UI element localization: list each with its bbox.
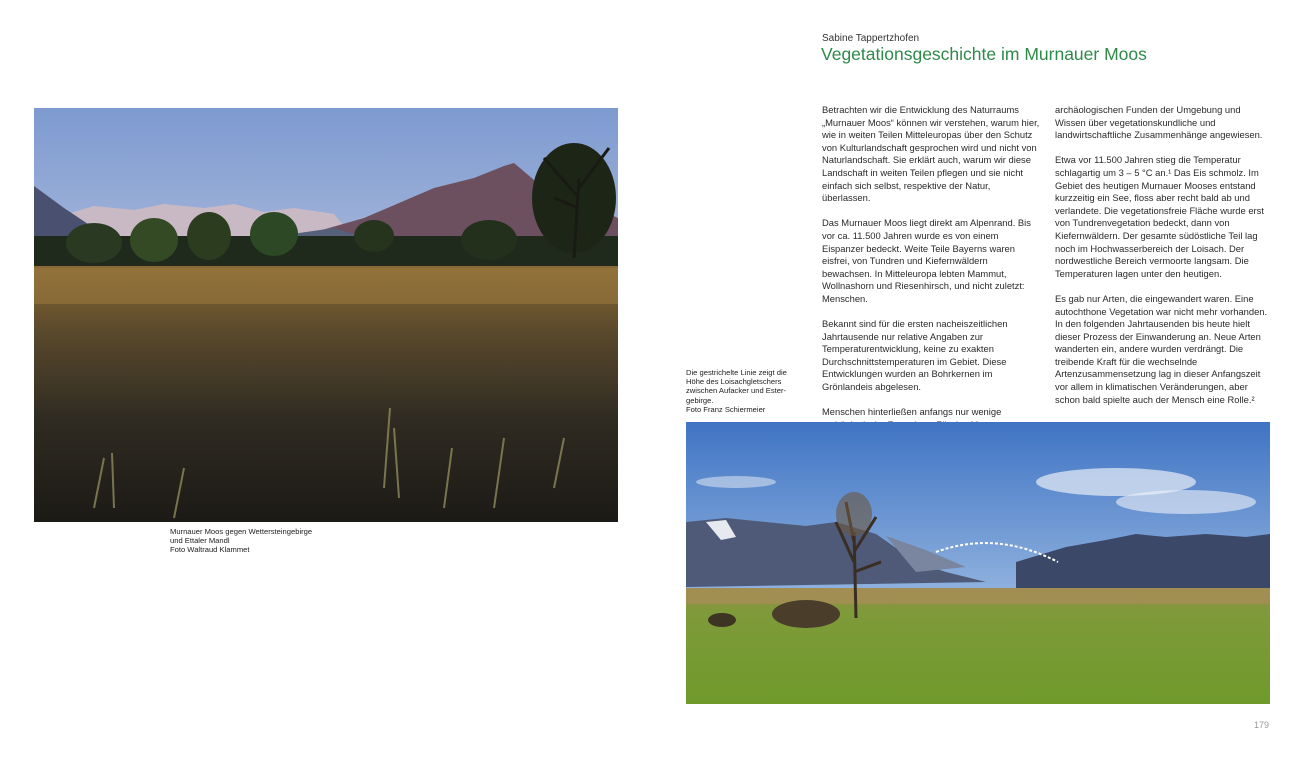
caption-line: zwischen Aufacker und Ester- [686, 386, 787, 396]
article-title: Vegetationsgeschichte im Murnauer Moos [821, 44, 1147, 64]
caption-line: und Ettaler Mandl [170, 536, 230, 546]
paragraph: archäologischen Funden der Umgebung und Wissen über vegetationskundliche und landwirtschaftliche Zusammenhänge angewiesen. [1055, 104, 1263, 141]
caption-line: Foto Waltraud Klammet [170, 545, 250, 555]
caption-right-photo [686, 368, 787, 414]
caption-line: Die gestrichelte Linie zeigt die [686, 368, 787, 377]
photo-loisachgletscher-panorama [686, 422, 1270, 704]
caption-line: gebirge. [686, 395, 714, 405]
paragraph: Etwa vor 11.500 Jahren stieg die Temperatur schlagartig um 3 – 5 °C an.¹ Das Eis schmolz. Im Gebiet des heutigen Murnauer Mooses entstand kurzzeitig ein See, floss aber recht bald ab und verlandete. Die vegetationsfreie Fläche wurde erst von Tundrenvegetation bedeckt, dann von Kiefernwäldern. Der gesamte südöstliche Teil lag noch im Hochwasserbereich der Loisach. Der nordwestliche Bereich vermoorte langsam. Die Temperaturen lagen unter den heutigen. [1055, 154, 1264, 279]
caption-line: Höhe des Loisachgletschers [686, 377, 782, 387]
paragraph: Betrachten wir die Entwicklung des Naturraums „Murnauer Moos“ können wir verstehen, warum hier, wie in weiten Teilen Mitteleuropas über den Schutz von Kulturlandschaft gesprochen wird und nicht von Naturlandschaft. Sie erklärt auch, warum wir diese Landschaft in weiten Teilen pflegen und sie nicht einfach sich selbst, respektive der Natur, überlassen. [822, 104, 1040, 204]
text-column-2 [1055, 104, 1273, 419]
paragraph: Menschen hinterließen anfangs nur wenige [822, 406, 1002, 418]
caption-left-photo [170, 527, 312, 555]
caption-line: Murnauer Moos gegen Wettersteingebirge [170, 527, 313, 536]
article-author: Sabine Tappertzhofen [822, 33, 920, 44]
page-number: 179 [1254, 720, 1270, 730]
photo-murnauer-moos-wetterstein [34, 108, 618, 522]
caption-line: Foto Franz Schiermeier [686, 404, 766, 414]
text-column-1 [822, 104, 1040, 469]
paragraph: Es gab nur Arten, die eingewandert waren. Eine autochthone Vegetation war nicht mehr vorhanden. In den folgenden Jahrtausenden bis heute hielt dieser Prozess der Einwanderung an. Neue Arten wanderten ein, andere wurden verdrängt. Die treibende Kraft für die wechselnde Artenzusammensetzung lag in dieser Anfangszeit vor allem in klimatischen Veränderungen, aber schon bald spielte auch der Mensch eine Rolle.² [1055, 292, 1268, 405]
paragraph: Das Murnauer Moos liegt direkt am Alpenrand. Bis vor ca. 11.500 Jahren wurde es von einem Eispanzer bedeckt. Weite Teile Bayerns waren eisfrei, von Tundren und Kiefernwäldern bewachsen. In Mitteleuropa lebten Mammut, Wollnashorn und Riesenhirsch, und nicht zuletzt: Menschen. [822, 217, 1031, 304]
paragraph: Bekannt sind für die ersten nacheiszeitlichen Jahrtausende nur relative Angaben zur Temperaturentwicklung, keine zu exakten Durchschnittstemperaturen im Gebiet. Diese Entwicklungen wurden an Bohrkernen im Grönlandeis abgelesen. [822, 318, 1008, 393]
